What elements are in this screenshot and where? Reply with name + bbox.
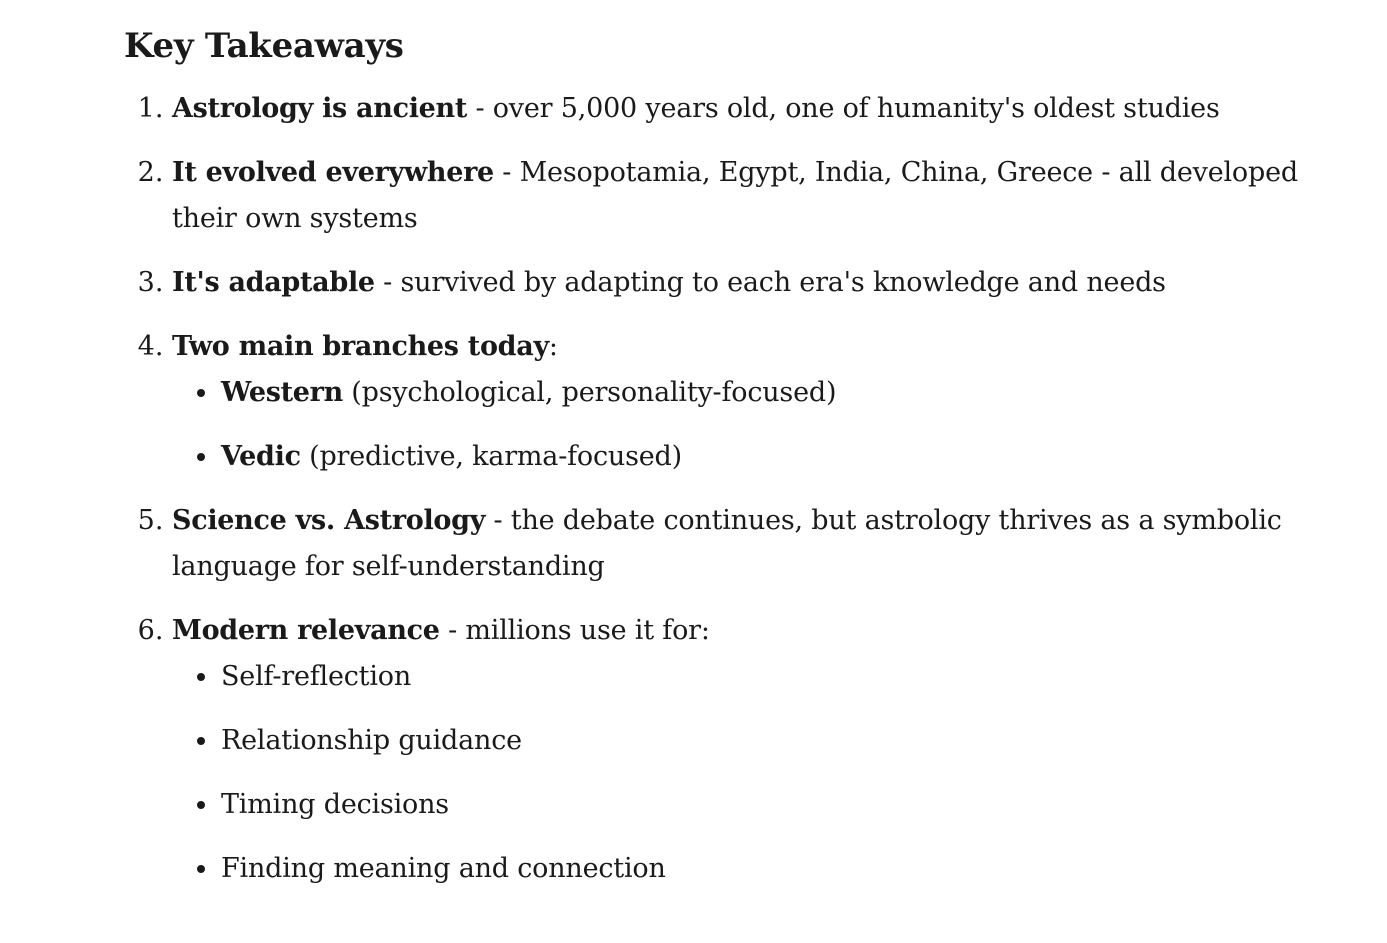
takeaways-list: [124, 86, 1324, 892]
uses-sublist: [172, 654, 1324, 892]
sublist-item: [221, 718, 1324, 764]
item-text: :: [548, 331, 558, 362]
sub-item-lead: Western: [221, 377, 343, 408]
sublist-item: [221, 782, 1324, 828]
sub-item-text: (psychological, personality-focused): [342, 377, 837, 408]
item-lead: Science vs. Astrology: [172, 505, 486, 536]
sublist-item: [221, 370, 1324, 416]
item-lead: It's adaptable: [172, 267, 375, 298]
item-lead: Modern relevance: [172, 615, 440, 646]
item-text: - Mesopotamia, Egypt, India, China, Greece - all developed their own systems: [172, 157, 1298, 234]
bullet-icon: [197, 673, 205, 681]
sub-item-text: Timing decisions: [221, 789, 449, 820]
item-lead: Astrology is ancient: [172, 93, 468, 124]
sub-item-lead: Vedic: [221, 441, 301, 472]
item-text: - the debate continues, but astrology thrives as a symbolic language for self-understanding: [172, 505, 1282, 582]
branches-sublist: [172, 370, 1324, 480]
sub-item-text: Finding meaning and connection: [221, 853, 666, 884]
item-lead: It evolved everywhere: [172, 157, 494, 188]
item-text: - over 5,000 years old, one of humanity's oldest studies: [467, 93, 1220, 124]
list-item: [172, 498, 1324, 590]
bullet-icon: [197, 737, 205, 745]
sublist-item: [221, 654, 1324, 700]
bullet-icon: [197, 389, 205, 397]
list-item: [172, 260, 1324, 306]
sublist-item: [221, 846, 1324, 892]
list-item: [172, 86, 1324, 132]
bullet-icon: [197, 865, 205, 873]
bullet-icon: [197, 801, 205, 809]
sub-item-text: Self-reflection: [221, 661, 412, 692]
sub-item-text: (predictive, karma-focused): [300, 441, 682, 472]
sublist-item: [221, 434, 1324, 480]
item-text: - survived by adapting to each era's knowledge and needs: [374, 267, 1166, 298]
bullet-icon: [197, 453, 205, 461]
sub-item-text: Relationship guidance: [221, 725, 522, 756]
list-item: [172, 324, 1324, 480]
list-item: [172, 608, 1324, 892]
list-item: [172, 150, 1324, 242]
item-lead: Two main branches today: [172, 331, 549, 362]
section-heading: Key Takeaways: [124, 26, 404, 66]
item-text: - millions use it for:: [439, 615, 710, 646]
